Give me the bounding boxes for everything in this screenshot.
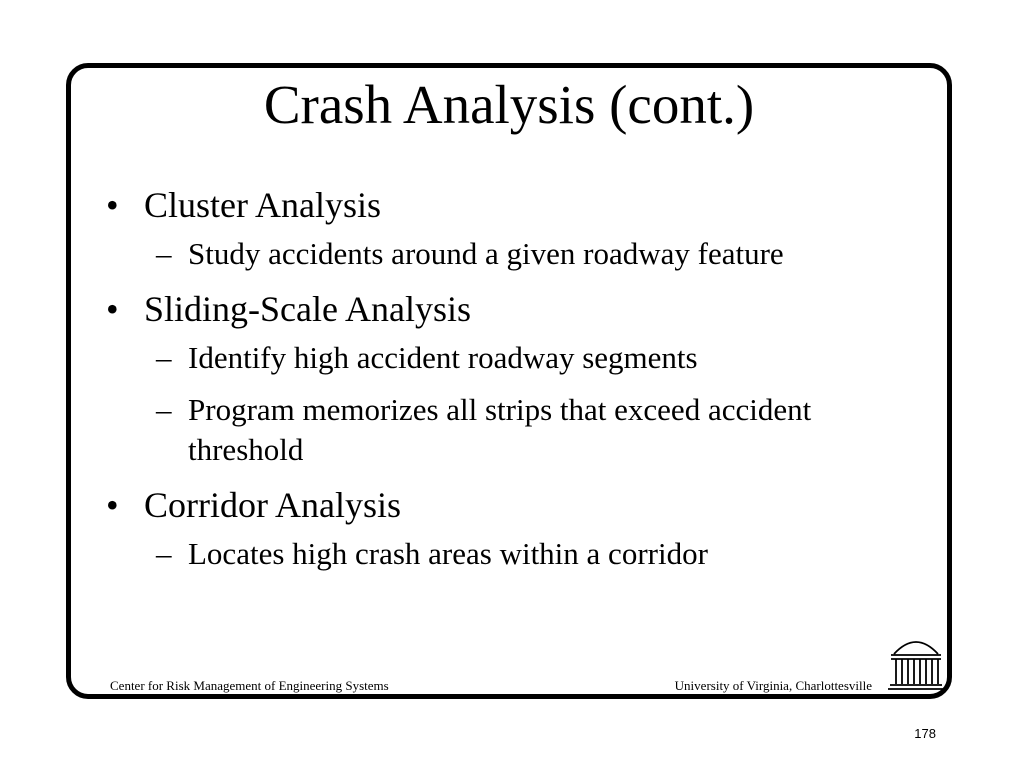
bullet-text: Cluster Analysis	[144, 185, 382, 225]
sub-bullet-item	[144, 534, 900, 574]
page-number: 178	[914, 726, 936, 741]
bullet-glyph: •	[106, 185, 119, 225]
dash-glyph: –	[156, 536, 172, 571]
slide-title: Crash Analysis (cont.)	[263, 74, 755, 135]
rotunda-logo-icon	[886, 634, 946, 694]
sub-bullet-list	[144, 338, 900, 470]
dash-glyph: –	[156, 392, 172, 427]
bullet-item	[100, 182, 900, 274]
sub-bullet-item	[144, 390, 900, 470]
footer-university: University of Virginia, Charlottesville	[674, 678, 872, 693]
bullet-item	[100, 482, 900, 574]
sub-bullet-list	[144, 234, 900, 274]
sub-bullet-text: Program memorizes all strips that exceed accident threshold	[188, 392, 812, 467]
bullet-glyph: •	[106, 485, 119, 525]
sub-bullet-list	[144, 534, 900, 574]
bullet-text: Corridor Analysis	[144, 485, 401, 525]
bullet-text: Sliding-Scale Analysis	[144, 289, 471, 329]
bullet-glyph: •	[106, 289, 119, 329]
footer-org-name: Center for Risk Management of Engineering Systems	[110, 678, 389, 693]
bullet-item	[100, 286, 900, 470]
sub-bullet-text: Locates high crash areas within a corridor	[188, 536, 708, 571]
dash-glyph: –	[156, 236, 172, 271]
sub-bullet-item	[144, 338, 900, 378]
dash-glyph: –	[156, 340, 172, 375]
sub-bullet-item	[144, 234, 900, 274]
sub-bullet-text: Identify high accident roadway segments	[188, 340, 698, 375]
bullet-list	[100, 176, 900, 586]
sub-bullet-text: Study accidents around a given roadway feature	[188, 236, 784, 271]
